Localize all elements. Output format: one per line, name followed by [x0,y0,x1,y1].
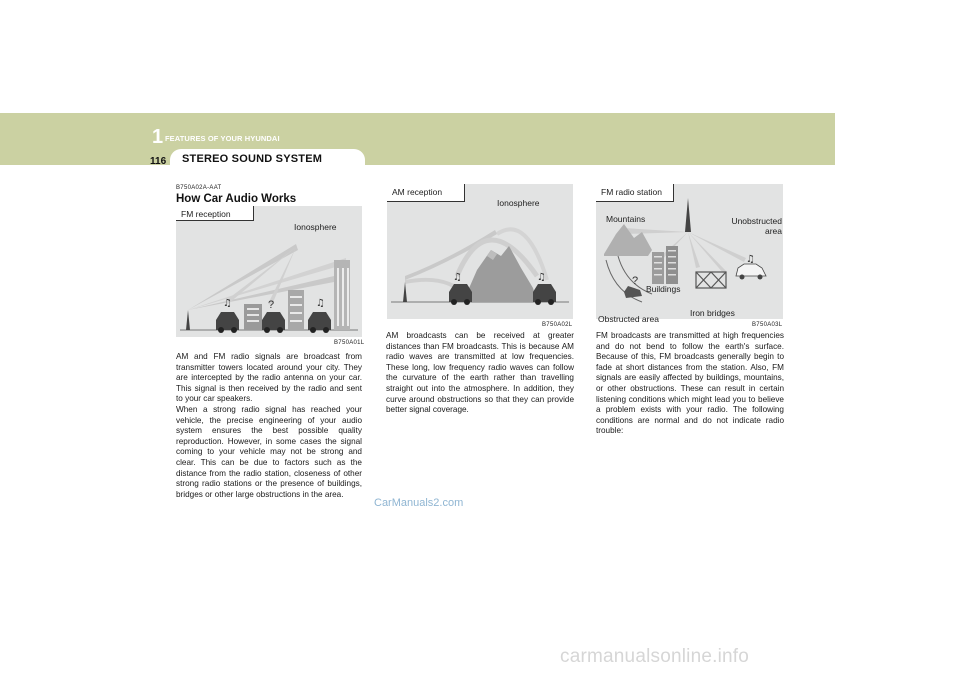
am-reception-figure [387,184,573,319]
fm-reception-label: FM reception [176,206,254,221]
svg-text:♫: ♫ [316,298,325,309]
left-paragraph-2: When a strong radio signal has reached your vehicle, the precise engineering of your audio system ensures the best possible quality reproduction. However, in some cases the signal coming to your vehicle may not be strong and clear. This can be due to factors such as the distance from the radio station, closeness of other strong radio stations or the presence of buildings, bridges or other large obstructions in the area. [176,404,362,499]
middle-paragraph-1: AM broadcasts can be received at greater distances than FM broadcasts. This is because AM radio waves are transmitted at low frequencies. These long, low frequency radio waves can follow the curvature of the earth rather than travelling straight out into the atmosphere. In addition, they curve around obstructions so that they can provide better signal coverage. [386,331,574,415]
fm-ionosphere-label: Ionosphere [294,222,337,232]
am-figure-code: B750A02L [542,322,573,328]
fm-figure-code: B750A01L [334,340,365,346]
am-reception-illustration [387,184,573,319]
right-column-text [596,331,784,437]
fm-station-figure [596,184,783,324]
fm-reception-figure [176,206,362,337]
watermark-link[interactable]: CarManuals2.com [374,497,464,509]
left-paragraph-1: AM and FM radio signals are broadcast from transmitter towers located around your city. They are intercepted by the radio antenna on your car. This signal is then received by the radio and sent to your car speakers. [176,352,362,404]
section-heading: How Car Audio Works [176,193,297,205]
svg-text:?: ? [268,299,275,311]
footer-watermark: carmanualsonline.info [560,646,750,667]
am-ionosphere-label: Ionosphere [497,198,540,208]
middle-column-text [386,331,574,416]
header-band [0,113,835,165]
fm-station-illustration [596,184,783,319]
svg-text:?: ? [632,275,639,287]
mountains-label: Mountains [606,214,646,224]
section-code: B750A02A-AAT [176,185,222,191]
chapter-title: FEATURES OF YOUR HYUNDAI [165,134,280,143]
buildings-label: Buildings [646,284,681,294]
svg-text:♫: ♫ [537,272,546,283]
svg-text:♫: ♫ [746,254,755,265]
left-column-text [176,352,362,500]
section-title: STEREO SOUND SYSTEM [182,153,323,165]
iron-bridges-label: Iron bridges [690,308,735,318]
right-paragraph-1: FM broadcasts are transmitted at high frequencies and do not bend to follow the earth's surface. Because of this, FM broadcasts generally begin to fade at short distances from the station. Also, FM signals are easily affected by buildings, mountains, or other obstructions. These can result in certain listening conditions which might lead you to believe a problem exists with your radio. The following conditions are normal and do not indicate radio trouble: [596,331,784,436]
station-figure-code: B750A03L [752,322,783,328]
obstructed-area-label: Obstructed area [598,314,659,324]
svg-text:♫: ♫ [453,272,462,283]
unobstructed-area-label: Unobstructed area [731,216,782,236]
svg-text:♫: ♫ [223,298,232,309]
page-number: 116 [150,156,167,167]
fm-station-label: FM radio station [596,184,674,202]
chapter-number: 1 [152,126,164,148]
am-reception-label: AM reception [387,184,465,202]
